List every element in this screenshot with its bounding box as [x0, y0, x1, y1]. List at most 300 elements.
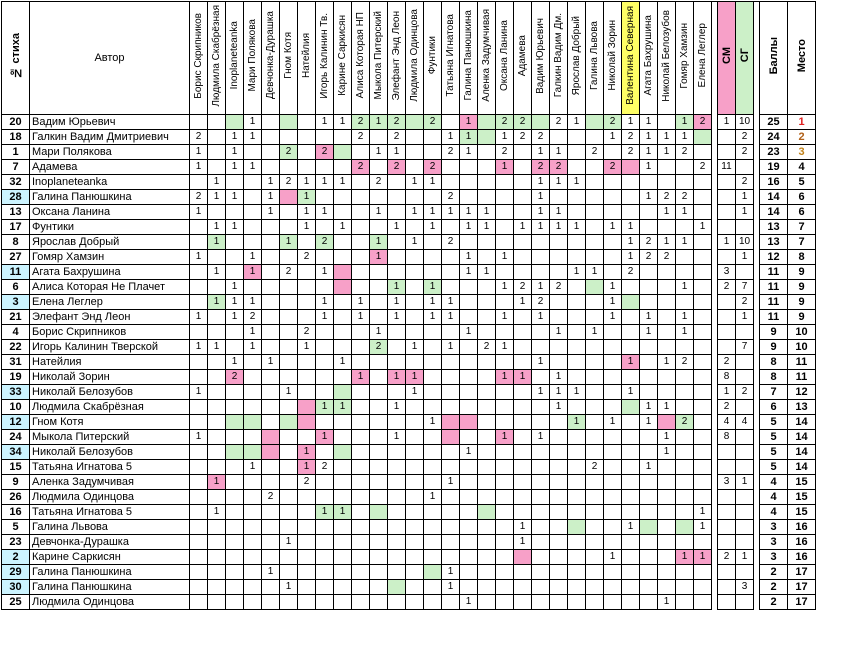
score-cell: 2	[298, 250, 316, 265]
st-cell: 10	[736, 235, 754, 250]
score-cell: 1	[190, 205, 208, 220]
score-cell	[676, 265, 694, 280]
place-cell: 9	[788, 280, 816, 295]
score-cell	[280, 505, 298, 520]
score-cell	[208, 205, 226, 220]
header-judge-2	[226, 2, 244, 115]
score-cell	[478, 355, 496, 370]
score-cell	[532, 250, 550, 265]
score-cell	[586, 250, 604, 265]
score-cell	[406, 145, 424, 160]
score-cell	[208, 490, 226, 505]
score-cell	[406, 400, 424, 415]
header-judge-25-text: Агата Бахрушина	[642, 15, 654, 96]
score-cell	[658, 310, 676, 325]
score-cell: 2	[244, 310, 262, 325]
score-cell	[478, 520, 496, 535]
sm-cell	[718, 130, 736, 145]
score-cell	[550, 415, 568, 430]
score-cell	[514, 565, 532, 580]
score-cell: 1	[280, 580, 298, 595]
score-cell	[622, 400, 640, 415]
score-cell: 1	[226, 160, 244, 175]
score-cell: 2	[352, 115, 370, 130]
score-cell	[460, 565, 478, 580]
score-cell: 1	[298, 460, 316, 475]
score-cell: 1	[316, 295, 334, 310]
score-cell: 1	[622, 115, 640, 130]
score-cell	[658, 475, 676, 490]
score-cell	[280, 250, 298, 265]
st-cell	[736, 325, 754, 340]
score-cell	[658, 115, 676, 130]
score-cell	[316, 250, 334, 265]
score-cell: 1	[316, 265, 334, 280]
score-cell	[352, 325, 370, 340]
score-cell	[514, 175, 532, 190]
score-cell: 1	[334, 400, 352, 415]
sm-cell	[718, 520, 736, 535]
score-cell	[388, 205, 406, 220]
score-cell: 2	[280, 265, 298, 280]
score-cell	[190, 355, 208, 370]
score-cell	[622, 430, 640, 445]
sm-cell	[718, 460, 736, 475]
score-cell: 1	[460, 130, 478, 145]
table-row	[2, 415, 816, 430]
score-cell	[514, 475, 532, 490]
score-cell	[316, 370, 334, 385]
table-row	[2, 145, 816, 160]
poem-number: 8	[2, 235, 30, 250]
score-cell	[280, 520, 298, 535]
score-cell	[262, 280, 280, 295]
score-cell	[352, 175, 370, 190]
score-cell	[298, 565, 316, 580]
score-cell	[208, 355, 226, 370]
score-cell	[370, 190, 388, 205]
score-cell	[622, 205, 640, 220]
place-cell: 17	[788, 580, 816, 595]
st-cell	[736, 595, 754, 610]
score-cell	[604, 250, 622, 265]
score-cell	[316, 595, 334, 610]
score-cell	[676, 565, 694, 580]
score-cell	[190, 280, 208, 295]
poem-number: 6	[2, 280, 30, 295]
score-cell: 1	[640, 190, 658, 205]
score-cell	[460, 580, 478, 595]
score-cell	[460, 355, 478, 370]
score-cell	[514, 415, 532, 430]
score-cell	[586, 190, 604, 205]
place-cell: 9	[788, 265, 816, 280]
score-cell	[694, 580, 712, 595]
score-cell: 1	[478, 220, 496, 235]
score-cell: 1	[208, 220, 226, 235]
score-total: 12	[760, 250, 788, 265]
st-cell: 2	[736, 130, 754, 145]
score-cell	[262, 340, 280, 355]
score-cell	[550, 235, 568, 250]
score-cell	[640, 565, 658, 580]
score-cell	[388, 415, 406, 430]
score-cell	[244, 385, 262, 400]
score-cell: 1	[622, 220, 640, 235]
poem-number: 2	[2, 550, 30, 565]
score-cell: 2	[190, 190, 208, 205]
score-cell: 1	[370, 250, 388, 265]
score-cell: 1	[388, 145, 406, 160]
score-cell	[262, 445, 280, 460]
score-cell	[226, 535, 244, 550]
score-cell	[460, 460, 478, 475]
score-cell	[442, 490, 460, 505]
score-cell	[388, 265, 406, 280]
score-cell	[298, 490, 316, 505]
score-cell	[496, 475, 514, 490]
score-cell: 1	[568, 385, 586, 400]
score-cell: 2	[388, 115, 406, 130]
st-cell	[736, 565, 754, 580]
score-cell	[370, 505, 388, 520]
header-judge-3-text: Мари Полякова	[246, 19, 258, 92]
score-cell	[496, 325, 514, 340]
score-cell: 1	[334, 355, 352, 370]
score-cell	[460, 295, 478, 310]
sm-cell	[718, 580, 736, 595]
score-cell	[226, 265, 244, 280]
score-cell	[208, 415, 226, 430]
score-cell	[244, 490, 262, 505]
score-cell	[370, 160, 388, 175]
score-cell	[280, 280, 298, 295]
score-cell: 1	[604, 415, 622, 430]
author-name: Людмила Одинцова	[30, 595, 190, 610]
score-cell	[604, 355, 622, 370]
score-cell: 2	[640, 235, 658, 250]
score-cell	[424, 505, 442, 520]
place-cell: 15	[788, 490, 816, 505]
score-cell	[316, 160, 334, 175]
score-total: 2	[760, 595, 788, 610]
score-cell	[298, 265, 316, 280]
score-cell	[640, 280, 658, 295]
score-cell	[388, 550, 406, 565]
score-cell: 1	[190, 385, 208, 400]
score-cell: 1	[640, 160, 658, 175]
score-cell	[478, 460, 496, 475]
score-cell	[406, 460, 424, 475]
score-cell	[586, 520, 604, 535]
score-cell: 1	[514, 220, 532, 235]
score-cell	[622, 190, 640, 205]
table-row	[2, 565, 816, 580]
score-cell: 1	[532, 355, 550, 370]
score-cell	[334, 595, 352, 610]
score-cell: 1	[658, 355, 676, 370]
score-cell	[334, 475, 352, 490]
score-cell	[352, 595, 370, 610]
score-cell	[514, 160, 532, 175]
header-judge-25	[640, 2, 658, 115]
score-cell	[244, 520, 262, 535]
score-cell	[262, 595, 280, 610]
score-cell	[676, 490, 694, 505]
score-cell	[586, 565, 604, 580]
poem-number: 27	[2, 250, 30, 265]
score-cell: 1	[316, 310, 334, 325]
score-cell	[352, 190, 370, 205]
st-cell: 7	[736, 280, 754, 295]
score-cell	[334, 325, 352, 340]
score-cell	[442, 550, 460, 565]
score-cell: 2	[262, 490, 280, 505]
score-cell	[280, 445, 298, 460]
score-cell	[208, 325, 226, 340]
score-cell	[604, 595, 622, 610]
score-cell	[334, 265, 352, 280]
author-name: Николай Белозубов	[30, 385, 190, 400]
score-cell	[694, 595, 712, 610]
score-cell: 1	[604, 550, 622, 565]
score-cell	[586, 430, 604, 445]
score-cell	[568, 130, 586, 145]
score-cell: 1	[658, 445, 676, 460]
score-cell: 1	[190, 160, 208, 175]
score-cell: 1	[694, 520, 712, 535]
score-cell: 1	[370, 325, 388, 340]
score-cell	[370, 430, 388, 445]
score-cell: 1	[442, 580, 460, 595]
score-cell: 1	[622, 250, 640, 265]
score-cell	[604, 505, 622, 520]
score-cell: 1	[316, 205, 334, 220]
score-cell	[460, 400, 478, 415]
score-cell	[262, 400, 280, 415]
poem-number: 9	[2, 475, 30, 490]
score-cell	[460, 415, 478, 430]
header-judge-5	[280, 2, 298, 115]
author-name: Игорь Калинин Тверской	[30, 340, 190, 355]
score-total: 13	[760, 235, 788, 250]
score-cell: 1	[550, 400, 568, 415]
score-cell	[370, 580, 388, 595]
score-cell	[514, 490, 532, 505]
score-cell	[262, 505, 280, 520]
score-cell	[496, 535, 514, 550]
score-cell	[208, 595, 226, 610]
score-cell	[208, 550, 226, 565]
score-cell: 2	[622, 130, 640, 145]
place-cell: 13	[788, 400, 816, 415]
score-cell	[478, 235, 496, 250]
score-cell	[352, 400, 370, 415]
place-cell: 10	[788, 340, 816, 355]
score-cell: 1	[334, 175, 352, 190]
score-cell: 1	[208, 265, 226, 280]
score-cell	[604, 460, 622, 475]
score-cell	[298, 520, 316, 535]
score-cell	[262, 235, 280, 250]
score-cell	[622, 160, 640, 175]
score-cell	[244, 430, 262, 445]
score-cell	[478, 400, 496, 415]
score-cell: 2	[280, 145, 298, 160]
score-cell	[442, 520, 460, 535]
score-cell: 1	[622, 355, 640, 370]
score-cell: 2	[388, 160, 406, 175]
score-cell	[478, 595, 496, 610]
score-cell: 2	[514, 115, 532, 130]
score-cell	[442, 220, 460, 235]
score-cell	[352, 235, 370, 250]
score-total: 7	[760, 385, 788, 400]
score-cell	[496, 595, 514, 610]
header-sm-text: СМ	[720, 47, 733, 64]
score-total: 11	[760, 265, 788, 280]
score-cell	[226, 325, 244, 340]
score-cell	[694, 535, 712, 550]
score-cell	[586, 400, 604, 415]
table-row	[2, 160, 816, 175]
score-cell	[568, 550, 586, 565]
score-cell: 1	[676, 325, 694, 340]
score-cell	[622, 550, 640, 565]
st-cell: 2	[736, 295, 754, 310]
score-cell	[316, 220, 334, 235]
score-cell	[388, 190, 406, 205]
score-cell: 2	[622, 145, 640, 160]
score-cell: 2	[694, 160, 712, 175]
score-cell	[532, 475, 550, 490]
score-cell: 1	[388, 400, 406, 415]
score-cell: 1	[352, 295, 370, 310]
score-cell	[316, 385, 334, 400]
place-cell: 11	[788, 370, 816, 385]
score-cell	[604, 565, 622, 580]
score-cell	[280, 460, 298, 475]
score-cell	[622, 565, 640, 580]
score-cell	[424, 430, 442, 445]
score-cell	[658, 490, 676, 505]
score-cell	[604, 205, 622, 220]
score-cell	[604, 145, 622, 160]
score-cell: 1	[190, 340, 208, 355]
score-cell	[604, 400, 622, 415]
score-cell	[568, 355, 586, 370]
score-cell	[370, 460, 388, 475]
header-judge-10	[370, 2, 388, 115]
score-cell	[658, 325, 676, 340]
score-cell	[262, 325, 280, 340]
score-cell: 1	[568, 265, 586, 280]
st-cell: 1	[736, 310, 754, 325]
score-cell	[244, 235, 262, 250]
score-cell	[604, 175, 622, 190]
score-cell	[622, 445, 640, 460]
score-cell	[226, 490, 244, 505]
score-cell	[694, 340, 712, 355]
table-row	[2, 130, 816, 145]
score-cell	[532, 370, 550, 385]
header-judge-5-text: Гном Котя	[282, 32, 294, 79]
table-row	[2, 445, 816, 460]
st-cell: 1	[736, 190, 754, 205]
score-cell	[190, 325, 208, 340]
score-total: 24	[760, 130, 788, 145]
score-cell	[496, 445, 514, 460]
st-cell: 4	[736, 415, 754, 430]
score-cell	[640, 370, 658, 385]
score-cell: 1	[460, 445, 478, 460]
score-cell: 1	[532, 220, 550, 235]
score-cell	[226, 475, 244, 490]
score-cell	[622, 295, 640, 310]
score-cell	[478, 130, 496, 145]
header-judge-4	[262, 2, 280, 115]
header-judge-11-text: Элефант Энд Леон	[390, 10, 402, 101]
score-cell	[532, 505, 550, 520]
score-cell	[370, 445, 388, 460]
place-cell: 16	[788, 535, 816, 550]
score-cell	[604, 370, 622, 385]
score-cell: 1	[406, 235, 424, 250]
score-cell: 1	[676, 130, 694, 145]
score-cell	[244, 400, 262, 415]
score-cell: 1	[226, 130, 244, 145]
score-cell	[298, 415, 316, 430]
score-cell: 1	[460, 265, 478, 280]
score-cell	[550, 130, 568, 145]
score-cell	[496, 220, 514, 235]
score-total: 8	[760, 370, 788, 385]
score-cell: 1	[388, 280, 406, 295]
score-cell	[370, 220, 388, 235]
place-cell: 16	[788, 550, 816, 565]
score-cell	[514, 430, 532, 445]
score-cell	[532, 580, 550, 595]
score-cell	[676, 595, 694, 610]
score-cell	[442, 385, 460, 400]
score-cell: 1	[604, 310, 622, 325]
score-cell: 1	[208, 475, 226, 490]
score-cell: 2	[370, 175, 388, 190]
score-cell	[442, 415, 460, 430]
score-cell: 1	[244, 340, 262, 355]
score-cell	[388, 595, 406, 610]
score-cell	[226, 460, 244, 475]
score-cell	[208, 145, 226, 160]
score-cell	[244, 580, 262, 595]
score-cell	[496, 205, 514, 220]
score-cell	[280, 355, 298, 370]
score-cell: 2	[442, 190, 460, 205]
st-cell	[736, 220, 754, 235]
score-cell	[424, 235, 442, 250]
score-cell	[550, 355, 568, 370]
score-cell	[208, 520, 226, 535]
score-cell	[622, 535, 640, 550]
score-cell	[622, 175, 640, 190]
score-cell: 1	[226, 355, 244, 370]
score-cell	[442, 355, 460, 370]
score-cell	[280, 205, 298, 220]
score-cell	[694, 460, 712, 475]
score-cell	[352, 415, 370, 430]
score-total: 2	[760, 565, 788, 580]
score-cell	[370, 295, 388, 310]
